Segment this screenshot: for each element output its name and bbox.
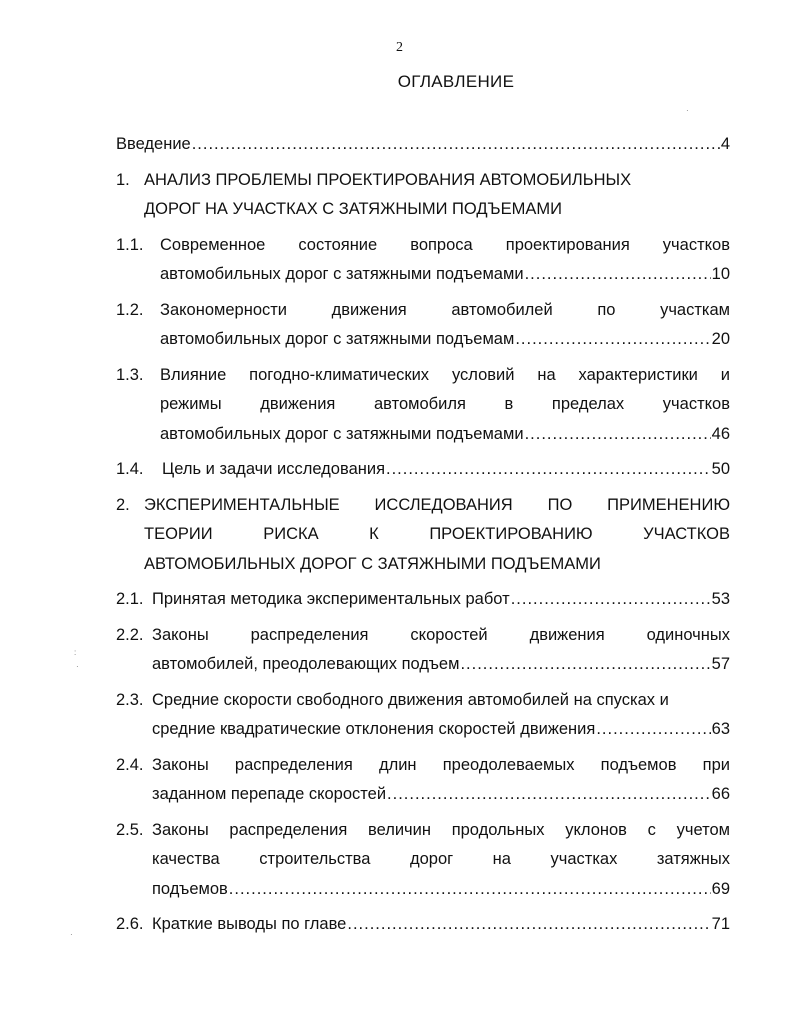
toc-entry-1-2[interactable]	[116, 296, 730, 355]
toc-label: Законы распределения длин преодолеваемых подъемов при	[152, 755, 730, 774]
toc-number: 2.1.	[116, 590, 144, 608]
toc-label: заданном перепаде скоростей	[152, 785, 387, 803]
toc-page: 53	[711, 590, 730, 608]
toc-label: Законы распределения величин продольных уклонов с учетом	[152, 820, 730, 839]
toc-page: 63	[711, 720, 730, 738]
page-title: ОГЛАВЛЕНИЕ	[397, 72, 515, 91]
dot-leader	[515, 325, 710, 355]
scan-speck: ·	[70, 930, 73, 939]
toc-number: 2.3.	[116, 690, 144, 709]
dot-leader	[192, 130, 720, 160]
toc-label: Принятая методика экспериментальных работ	[152, 590, 510, 608]
toc-label: автомобильных дорог с затяжными подъемами	[160, 265, 524, 283]
toc-page: 71	[711, 915, 730, 933]
toc-number: 2.2.	[116, 625, 144, 644]
page-number: 2	[396, 40, 403, 55]
dot-leader	[525, 260, 711, 290]
toc-label: ДОРОГ НА УЧАСТКАХ С ЗАТЯЖНЫМИ ПОДЪЕМАМИ	[144, 200, 562, 218]
scan-speck: :	[74, 648, 77, 657]
toc-entry-intro[interactable]	[116, 130, 730, 160]
dot-leader	[347, 910, 710, 940]
toc-label: Краткие выводы по главе	[152, 915, 347, 933]
toc-entry-2-5[interactable]	[116, 816, 730, 905]
dot-leader	[596, 715, 710, 745]
toc-label: Законы распределения скоростей движения одиночных	[152, 625, 730, 644]
toc-label: средние квадратические отклонения скоростей движения	[152, 720, 596, 738]
toc-label: ЭКСПЕРИМЕНТАЛЬНЫЕ ИССЛЕДОВАНИЯ ПО ПРИМЕНЕНИЮ	[144, 495, 730, 514]
toc-label: режимы движения автомобиля в пределах участков	[160, 395, 730, 413]
toc-label: автомобильных дорог с затяжными подъемам	[160, 330, 515, 348]
toc-number: 2.5.	[116, 820, 144, 839]
table-of-contents	[116, 130, 730, 946]
toc-entry-2-1[interactable]	[116, 585, 730, 615]
toc-page: 69	[711, 879, 730, 898]
toc-page: 10	[711, 265, 730, 283]
toc-entry-2-6[interactable]	[116, 910, 730, 940]
toc-label: автомобильных дорог с затяжными подъемами	[160, 424, 524, 443]
toc-page: 46	[711, 424, 730, 443]
toc-label: подъемов	[152, 879, 228, 898]
dot-leader	[511, 585, 711, 615]
toc-entry-ch2[interactable]	[116, 491, 730, 580]
toc-page: 57	[711, 655, 730, 673]
toc-number: 2.	[116, 495, 130, 514]
toc-page: 4	[720, 135, 730, 153]
toc-number: 1.1.	[116, 235, 144, 254]
toc-label: Цель и задачи исследования	[162, 460, 386, 478]
toc-entry-2-2[interactable]	[116, 621, 730, 680]
toc-page: 50	[711, 460, 730, 478]
toc-label: Закономерности движения автомобилей по участкам	[160, 300, 730, 319]
dot-leader	[460, 650, 710, 680]
scan-speck: ·	[76, 662, 79, 671]
dot-leader	[387, 780, 711, 810]
toc-page: 20	[711, 330, 730, 348]
toc-entry-2-3[interactable]	[116, 686, 730, 745]
toc-number: 1.2.	[116, 300, 144, 319]
toc-number: 1.	[116, 170, 130, 189]
toc-entry-1-1[interactable]	[116, 231, 730, 290]
dot-leader	[386, 455, 711, 485]
toc-label: автомобилей, преодолевающих подъем	[152, 655, 460, 673]
toc-number: 1.4.	[116, 460, 144, 478]
toc-label: АНАЛИЗ ПРОБЛЕМЫ ПРОЕКТИРОВАНИЯ АВТОМОБИЛЬНЫХ	[144, 170, 632, 189]
toc-number: 2.6.	[116, 915, 144, 933]
toc-label: Введение	[116, 135, 191, 153]
toc-entry-2-4[interactable]	[116, 751, 730, 810]
dot-leader	[229, 875, 711, 905]
toc-number: 1.3.	[116, 365, 144, 384]
toc-entry-ch1[interactable]	[116, 166, 730, 225]
toc-label: Влияние погодно-климатических условий на характеристики и	[160, 365, 730, 384]
scan-speck: ·	[686, 106, 689, 115]
toc-label: АВТОМОБИЛЬНЫХ ДОРОГ С ЗАТЯЖНЫМИ ПОДЪЕМАМИ	[144, 554, 601, 573]
toc-number: 2.4.	[116, 755, 144, 774]
dot-leader	[525, 420, 711, 450]
toc-label: Средние скорости свободного движения автомобилей на спусках и	[152, 690, 669, 709]
toc-entry-1-3[interactable]	[116, 361, 730, 450]
toc-label: ТЕОРИИ РИСКА К ПРОЕКТИРОВАНИЮ УЧАСТКОВ	[144, 525, 730, 543]
toc-label: качества строительства дорог на участках затяжных	[152, 850, 730, 868]
toc-page: 66	[711, 785, 730, 803]
toc-entry-1-4[interactable]	[116, 455, 730, 485]
toc-label: Современное состояние вопроса проектирования участков	[160, 235, 730, 254]
